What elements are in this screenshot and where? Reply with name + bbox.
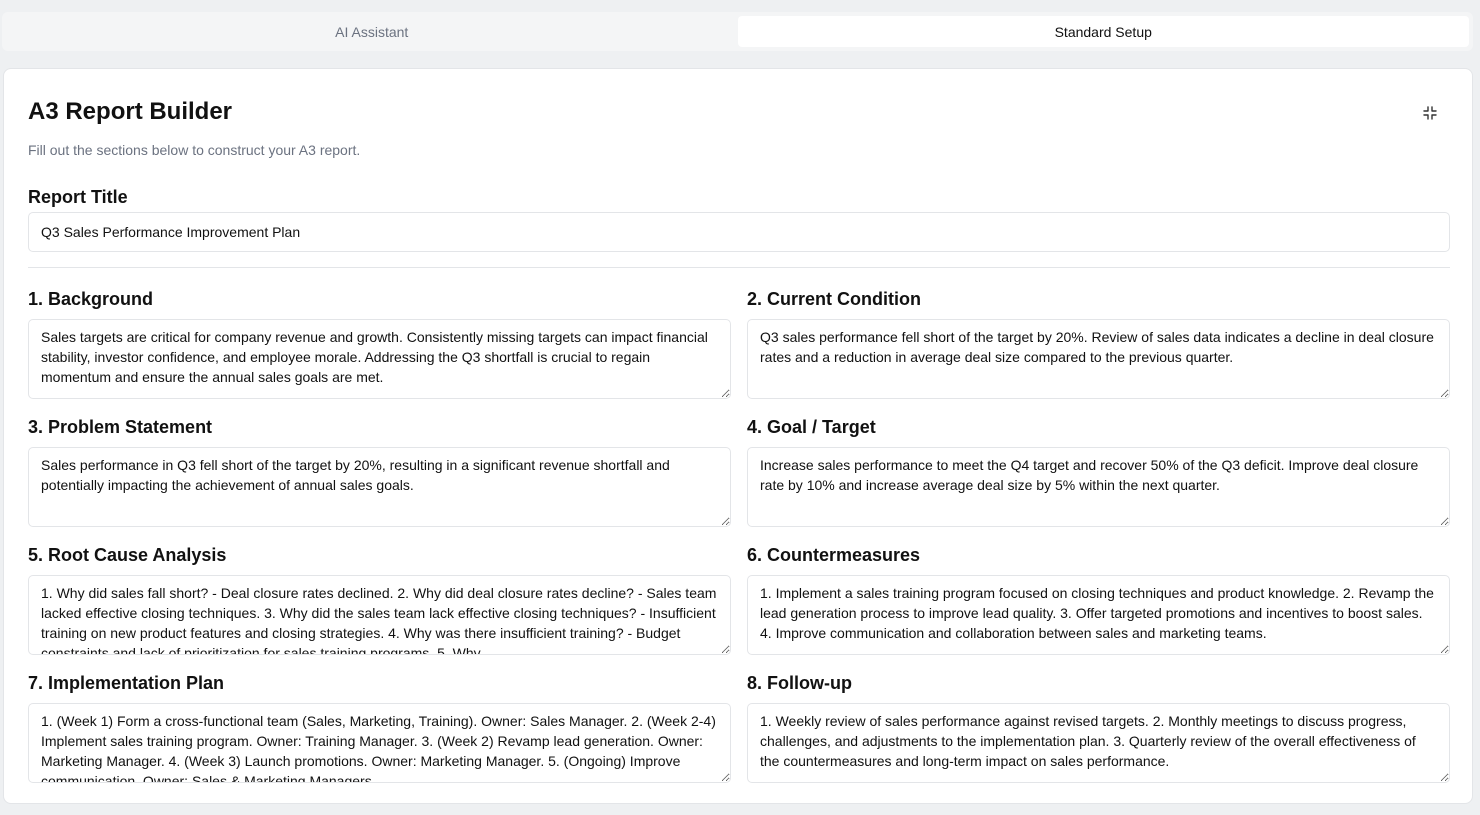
goal-target-textarea[interactable]	[747, 447, 1450, 527]
current-condition-textarea[interactable]	[747, 319, 1450, 399]
a3-sections-grid	[28, 288, 1450, 784]
section-follow-up	[747, 672, 1450, 784]
root-cause-analysis-textarea[interactable]	[28, 575, 731, 655]
tab-ai-assistant[interactable]: AI Assistant	[335, 23, 409, 40]
section-label: 1. Background	[28, 289, 154, 309]
section-label: 4. Goal / Target	[747, 417, 876, 437]
tab-standard-setup[interactable]: Standard Setup	[738, 16, 1470, 47]
report-title-input[interactable]	[28, 212, 1450, 252]
collapse-icon[interactable]	[1422, 105, 1438, 121]
section-current-condition	[747, 288, 1450, 400]
problem-statement-textarea[interactable]	[28, 447, 731, 527]
section-divider	[28, 267, 1450, 268]
page-title: A3 Report Builder	[28, 98, 233, 125]
page-subtitle: Fill out the sections below to construct your A3 report.	[28, 142, 361, 158]
section-label: 8. Follow-up	[747, 673, 852, 693]
section-background	[28, 288, 731, 400]
section-label: 2. Current Condition	[747, 289, 921, 309]
report-title-label: Report Title	[28, 187, 128, 207]
section-root-cause-analysis	[28, 544, 731, 656]
section-goal-target	[747, 416, 1450, 528]
implementation-plan-textarea[interactable]	[28, 703, 731, 783]
section-label: 7. Implementation Plan	[28, 673, 225, 693]
background-textarea[interactable]	[28, 319, 731, 399]
section-label: 6. Countermeasures	[747, 545, 921, 565]
section-countermeasures	[747, 544, 1450, 656]
section-problem-statement	[28, 416, 731, 528]
a3-report-builder-card	[3, 68, 1473, 804]
countermeasures-textarea[interactable]	[747, 575, 1450, 655]
follow-up-textarea[interactable]	[747, 703, 1450, 783]
section-implementation-plan	[28, 672, 731, 784]
mode-tabs	[2, 12, 1473, 51]
section-label: 3. Problem Statement	[28, 417, 213, 437]
section-label: 5. Root Cause Analysis	[28, 545, 227, 565]
